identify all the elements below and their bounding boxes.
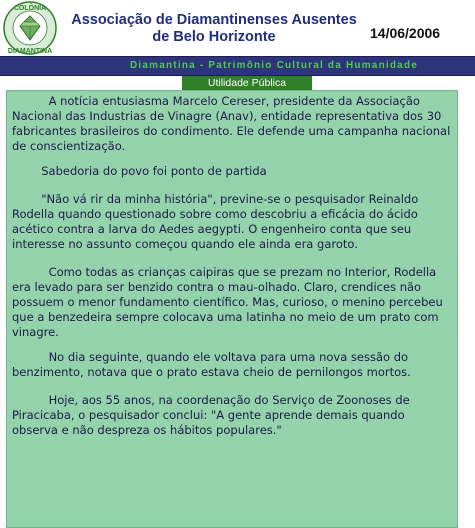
logo-top-text: COLÔNIA bbox=[13, 5, 47, 12]
article-paragraph: No dia seguinte, quando ele voltava para uma nova sessão do benzimento, notava que o prato estava cheio de pernilongos mortos. bbox=[12, 350, 412, 379]
organization-name bbox=[64, 12, 364, 46]
organization-name-line1: Associação de Diamantinenses Ausentes bbox=[71, 12, 357, 28]
issue-date: 14/06/2006 bbox=[370, 25, 441, 41]
article-subheading: Sabedoria do povo foi ponto de partida bbox=[12, 164, 267, 178]
section-label: Utilidade Pública bbox=[182, 76, 312, 90]
logo-bottom-text: DIAMANTINA bbox=[7, 48, 53, 55]
page-header bbox=[0, 0, 475, 56]
article-paragraph: Como todas as crianças caipiras que se prezam no Interior, Rodella era levado para ser benzido contra o mau-olhado. Claro, crendices não possuem o menor fundamento científico. Mas, curioso, o menino percebeu que a benzedeira sempre colocava uma latinha no meio de um prato com vinagre. bbox=[12, 265, 447, 339]
article-paragraph: "Não vá rir da minha história", previne-se o pesquisador Reinaldo Rodella quando questionado sobre como descobriu a eficácia do ácido acético contra a larva do Aedes aegypti. O engenheiro conta que seu interesse no assunto começou quando ele ainda era garoto. bbox=[12, 192, 422, 251]
heritage-banner bbox=[0, 56, 475, 76]
organization-name-line2: de Belo Horizonte bbox=[152, 29, 276, 45]
article-panel bbox=[6, 90, 458, 528]
article-paragraph: A notícia entusiasma Marcelo Cereser, presidente da Associação Nacional das Industrias de Vinagre (Anav), entidade representativa dos 30 fabricantes brasileiros do condimento. Ele defende uma campanha nacional de conscientização. bbox=[12, 94, 454, 153]
article-body bbox=[12, 94, 454, 448]
heritage-banner-text: Diamantina - Patrimônio Cultural da Humanidade bbox=[129, 60, 418, 71]
colonia-diamantina-logo[interactable] bbox=[0, 0, 60, 56]
article-paragraph: Hoje, aos 55 anos, na coordenação do Serviço de Zoonoses de Piracicaba, o pesquisador conclui: "A gente aprende demais quando observa e não despreza os hábitos populares." bbox=[12, 393, 414, 437]
